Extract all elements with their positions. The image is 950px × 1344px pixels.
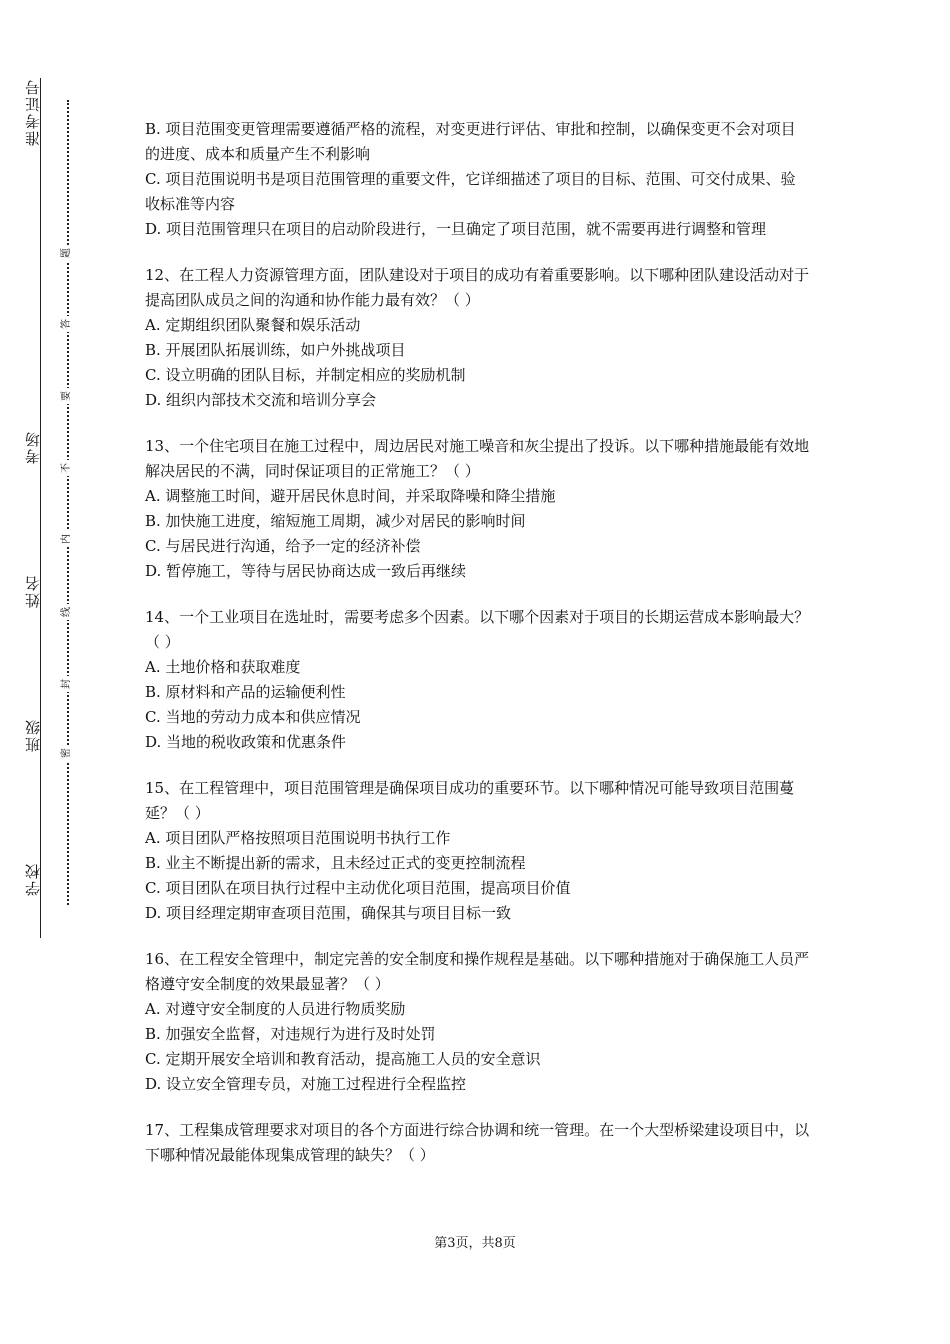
binding-margin (22, 78, 48, 938)
question-stem: 13、一个住宅项目在施工过程中，周边居民对施工噪音和灰尘提出了投诉。以下哪种措施最能有效地解决居民的不满，同时保证项目的正常施工？（ ） (145, 437, 810, 480)
school-label: 学校 (24, 862, 42, 896)
seal-char: 答 (59, 316, 75, 332)
question-stem: 16、在工程安全管理中，制定完善的安全制度和操作规程是基础。以下哪种措施对于确保施工人员严格遵守安全制度的效果最显著？（ ） (145, 950, 810, 993)
question-stem: 14、一个工业项目在选址时，需要考虑多个因素。以下哪个因素对于项目的长期运营成本影响最大？（ ） (145, 608, 810, 651)
option-d: D. 暂停施工，等待与居民协商达成一致后再继续 (145, 562, 467, 580)
option-b: B. 加强安全监督，对违规行为进行及时处罚 (145, 1025, 436, 1043)
question-17 (145, 1118, 810, 1168)
seal-char: 不 (59, 460, 75, 476)
question-15 (145, 776, 810, 926)
option-a: A. 定期组织团队聚餐和娱乐活动 (145, 316, 361, 334)
binding-line (40, 78, 41, 938)
option-d: D. 设立安全管理专员，对施工过程进行全程监控 (145, 1075, 467, 1093)
seal-char: 密 (59, 745, 75, 761)
option-d: D. 当地的税收政策和优惠条件 (145, 733, 347, 751)
option-c: C. 项目团队在项目执行过程中主动优化项目范围，提高项目价值 (145, 879, 571, 897)
option-b: B. 业主不断提出新的需求，且未经过正式的变更控制流程 (145, 854, 526, 872)
question-stem: 17、工程集成管理要求对项目的各个方面进行综合协调和统一管理。在一个大型桥梁建设项目中，以下哪种情况最能体现集成管理的缺失？（ ） (145, 1121, 810, 1164)
exam-content (145, 117, 810, 1168)
option-d: D. 组织内部技术交流和培训分享会 (145, 391, 377, 409)
seal-char: 要 (59, 388, 75, 404)
question-16 (145, 947, 810, 1097)
class-label: 班级 (24, 718, 42, 752)
carryover-option-c: C. 项目范围说明书是项目范围管理的重要文件，它详细描述了项目的目标、范围、可交付成果、验收标准等内容 (145, 170, 796, 213)
exam-id-label: 准考证号 (24, 78, 42, 146)
name-label: 姓名 (24, 574, 42, 608)
seal-char: 内 (59, 531, 75, 547)
option-a: A. 对遵守安全制度的人员进行物质奖励 (145, 1000, 406, 1018)
option-c: C. 与居民进行沟通，给予一定的经济补偿 (145, 537, 421, 555)
carryover-option-d: D. 项目范围管理只在项目的启动阶段进行，一旦确定了项目范围，就不需要再进行调整和管理 (145, 220, 767, 238)
page-footer: 第3页，共8页 (434, 1236, 516, 1251)
seal-dotted-line (67, 100, 69, 905)
seal-char: 题 (59, 245, 75, 261)
option-b: B. 开展团队拓展训练，如户外挑战项目 (145, 341, 406, 359)
option-a: A. 项目团队严格按照项目范围说明书执行工作 (145, 829, 451, 847)
option-a: A. 调整施工时间，避开居民休息时间，并采取降噪和降尘措施 (145, 487, 556, 505)
option-a: A. 土地价格和获取难度 (145, 658, 301, 676)
option-b: B. 原材料和产品的运输便利性 (145, 683, 346, 701)
option-c: C. 设立明确的团队目标，并制定相应的奖励机制 (145, 366, 466, 384)
option-c: C. 定期开展安全培训和教育活动，提高施工人员的安全意识 (145, 1050, 541, 1068)
question-stem: 12、在工程人力资源管理方面，团队建设对于项目的成功有着重要影响。以下哪种团队建设活动对于提高团队成员之间的沟通和协作能力最有效？（ ） (145, 266, 810, 309)
question-13 (145, 434, 810, 584)
seal-char: 线 (59, 604, 75, 620)
seal-char: 封 (59, 676, 75, 692)
option-d: D. 项目经理定期审查项目范围，确保其与项目目标一致 (145, 904, 512, 922)
option-b: B. 加快施工进度，缩短施工周期，减少对居民的影响时间 (145, 512, 526, 530)
option-c: C. 当地的劳动力成本和供应情况 (145, 708, 361, 726)
question-14 (145, 605, 810, 755)
exam-room-label: 考场 (24, 430, 42, 464)
carryover-option-b: B. 项目范围变更管理需要遵循严格的流程，对变更进行评估、审批和控制，以确保变更不会对项目的进度、成本和质量产生不利影响 (145, 120, 796, 163)
question-stem: 15、在工程管理中，项目范围管理是确保项目成功的重要环节。以下哪种情况可能导致项目范围蔓延？（ ） (145, 779, 795, 822)
question-12 (145, 263, 810, 413)
